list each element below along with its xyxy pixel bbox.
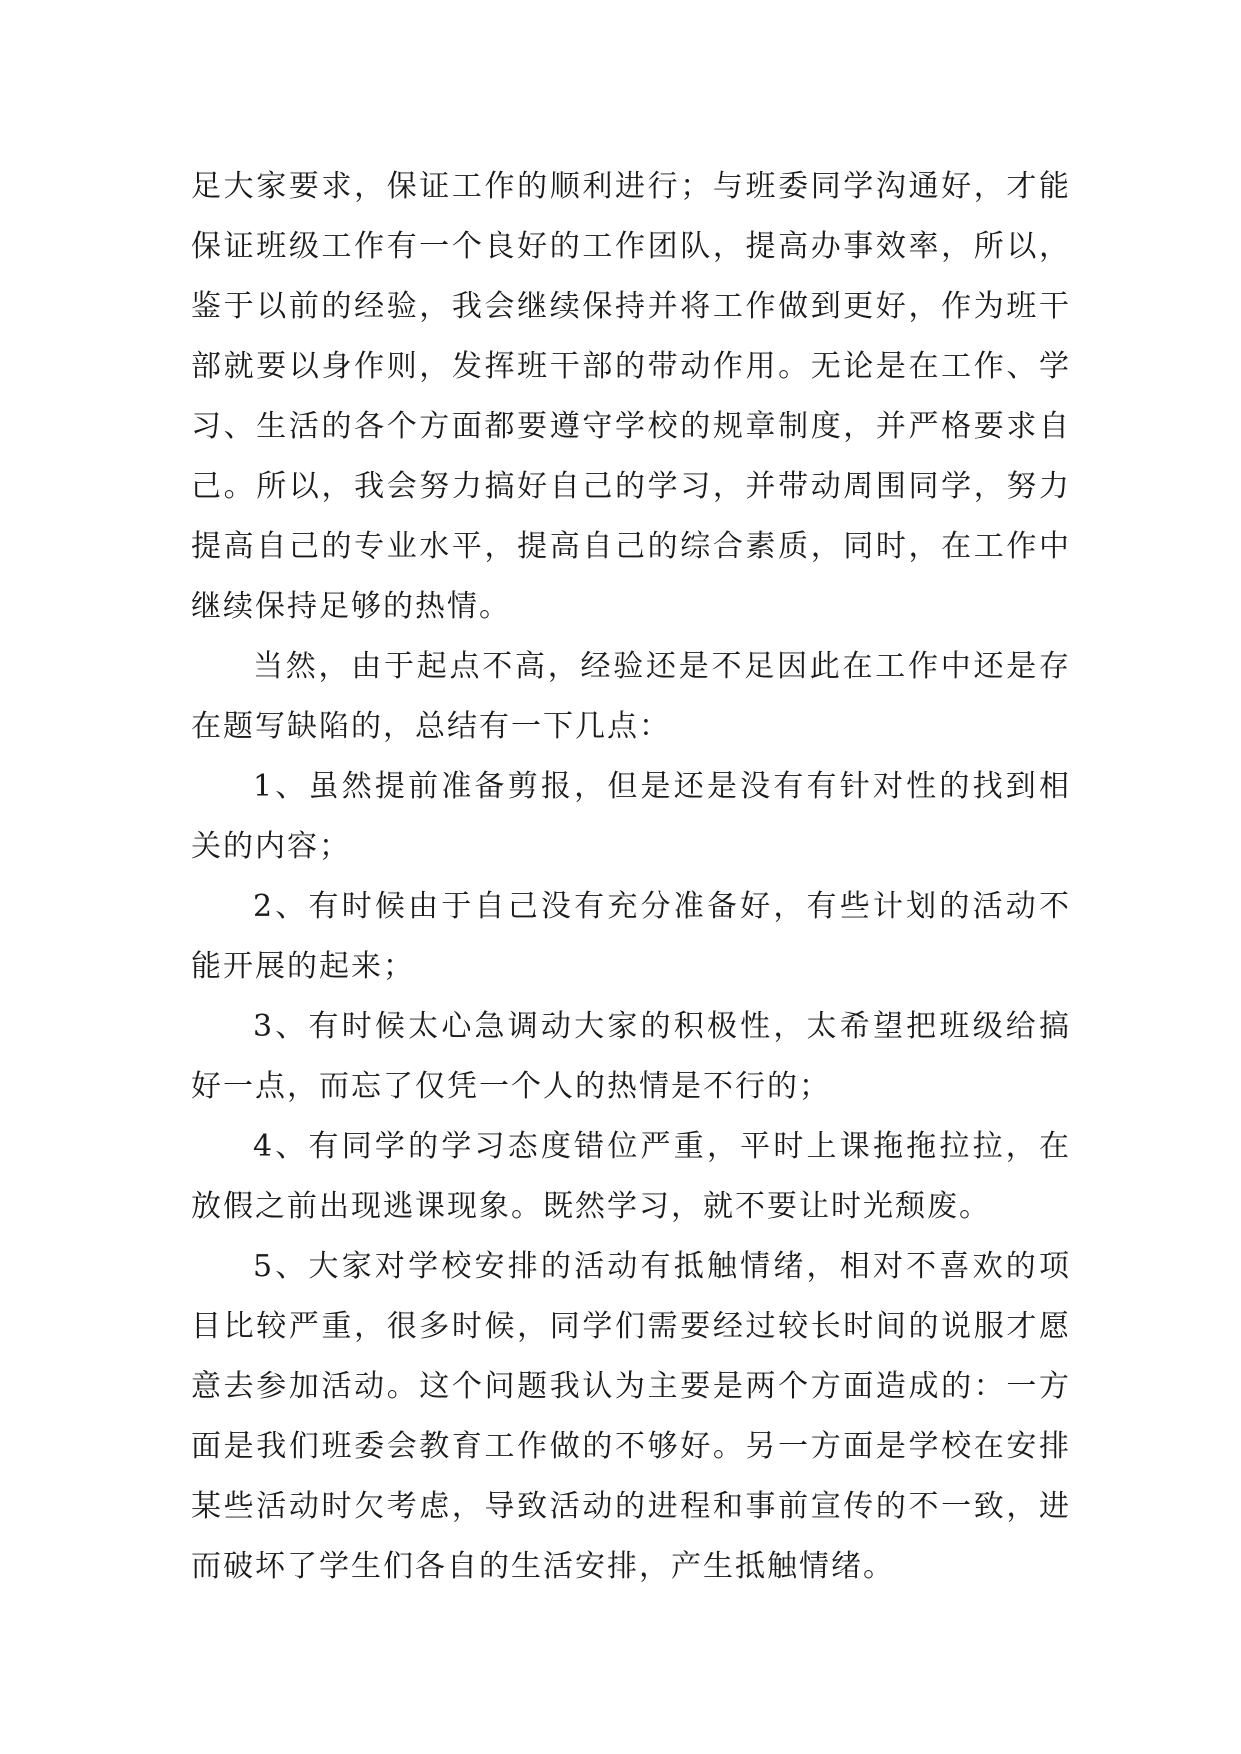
list-item-2: 2、有时候由于自己没有充分准备好，有些计划的活动不能开展的起来； <box>191 889 1071 984</box>
list-item-1: 1、虽然提前准备剪报，但是还是没有有针对性的找到相关的内容； <box>191 769 1071 864</box>
paragraph-summary-intro: 当然，由于起点不高，经验还是不足因此在工作中还是存在题写缺陷的，总结有一下几点： <box>191 649 1071 744</box>
list-item-4: 4、有同学的学习态度错位严重，平时上课拖拖拉拉，在放假之前出现逃课现象。既然学习，就不要让时光颓废。 <box>191 1129 1071 1224</box>
document-body <box>191 157 1071 1597</box>
list-item-5: 5、大家对学校安排的活动有抵触情绪，相对不喜欢的项目比较严重，很多时候，同学们需要经过较长时间的说服才愿意去参加活动。这个问题我认为主要是两个方面造成的：一方面是我们班委会教育工作做的不够好。另一方面是学校在安排某些活动时欠考虑，导致活动的进程和事前宣传的不一致，进而破坏了学生们各自的生活安排，产生抵触情绪。 <box>191 1249 1071 1584</box>
list-item-3: 3、有时候太心急调动大家的积极性，太希望把班级给搞好一点，而忘了仅凭一个人的热情是不行的； <box>191 1009 1071 1104</box>
paragraph-continuation: 足大家要求，保证工作的顺利进行；与班委同学沟通好，才能保证班级工作有一个良好的工作团队，提高办事效率，所以，鉴于以前的经验，我会继续保持并将工作做到更好，作为班干部就要以身作则，发挥班干部的带动作用。无论是在工作、学习、生活的各个方面都要遵守学校的规章制度，并严格要求自己。所以，我会努力搞好自己的学习，并带动周围同学，努力提高自己的专业水平，提高自己的综合素质，同时，在工作中继续保持足够的热情。 <box>191 169 1071 624</box>
